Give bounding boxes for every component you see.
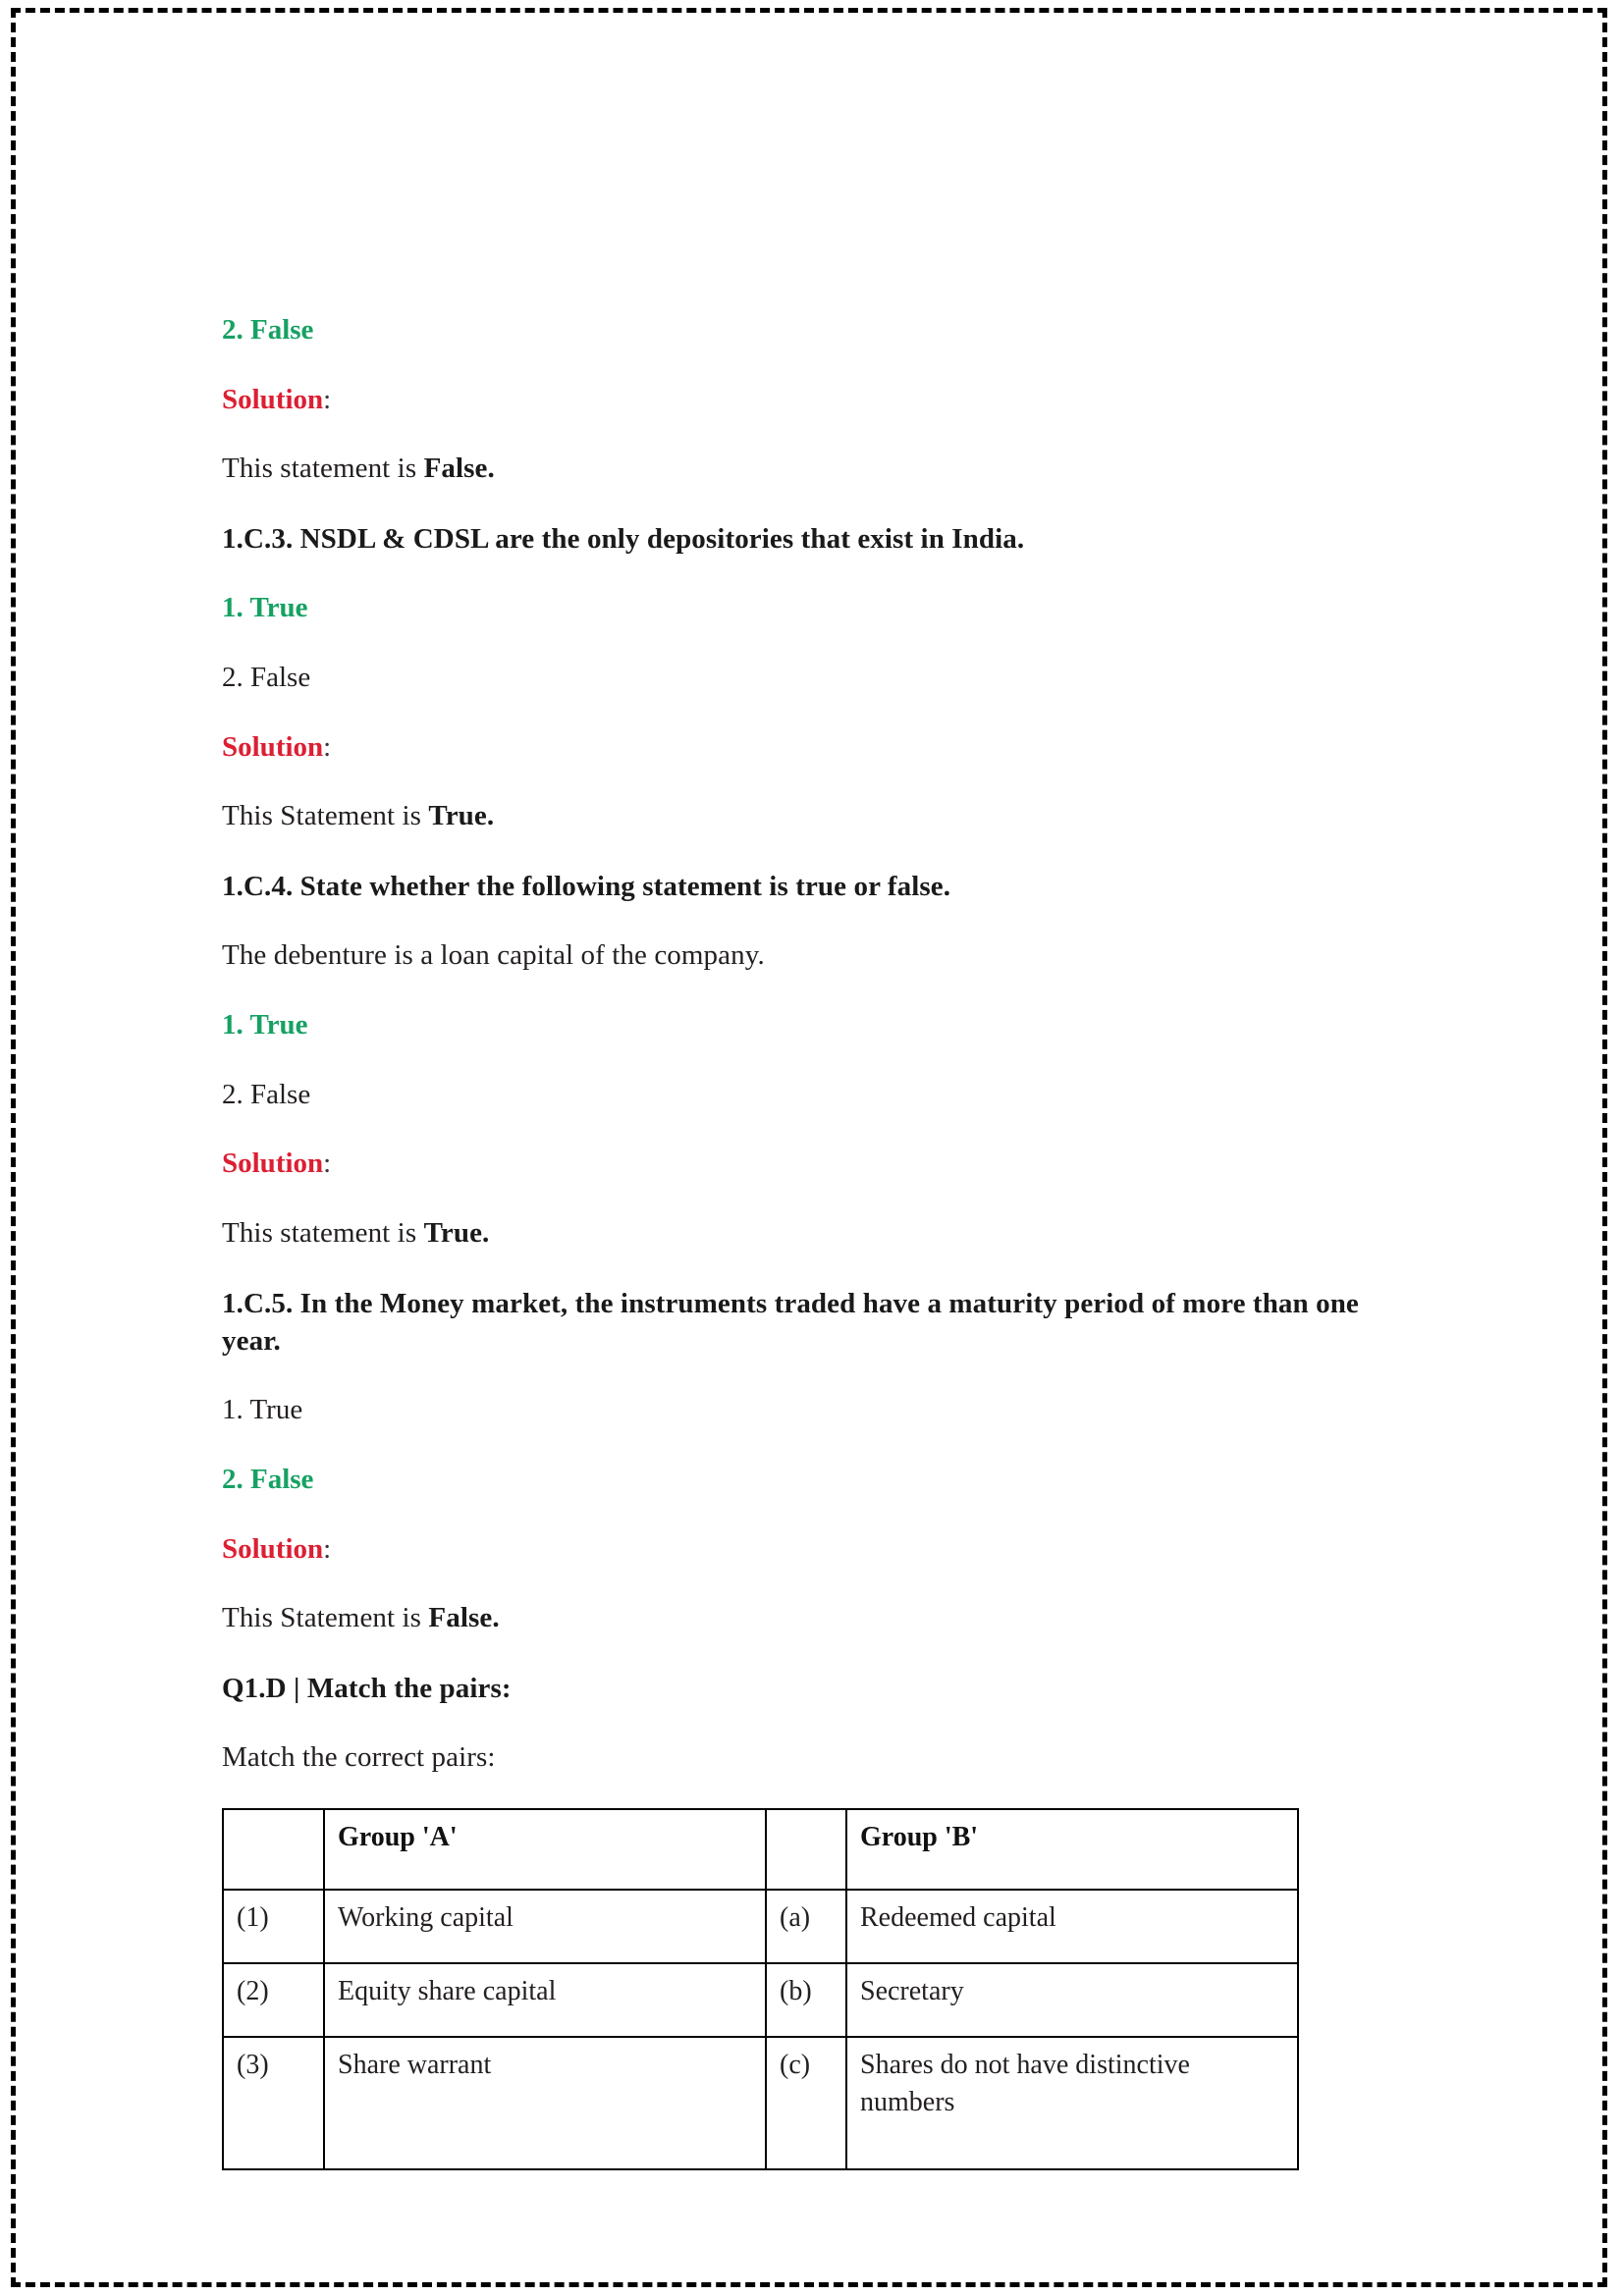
row-key-a: (1) — [223, 1890, 324, 1963]
match-instruction: Match the correct pairs: — [222, 1741, 496, 1774]
table-row — [223, 2037, 1298, 2169]
question-1c5: 1.C.5. In the Money market, the instruments traded have a maturity period of more than one year. — [222, 1287, 1359, 1358]
row-group-b: Secretary — [846, 1963, 1298, 2037]
answer-option-false: 2. False — [222, 1078, 311, 1110]
solution-text-bold: False. — [428, 1602, 500, 1634]
solution-word: Solution — [222, 1148, 324, 1180]
solution-text-prefix: This Statement is — [222, 800, 429, 832]
solution-label — [222, 729, 1380, 767]
solution-text-bold: False. — [423, 453, 495, 485]
solution-word: Solution — [222, 730, 324, 763]
row-group-b: Shares do not have distinctive numbers — [846, 2037, 1298, 2169]
solution-colon: : — [323, 1148, 332, 1180]
solution-text-prefix: This Statement is — [222, 1602, 429, 1634]
solution-colon: : — [323, 383, 332, 415]
solution-label — [222, 1146, 1380, 1183]
row-key-a: (2) — [223, 1963, 324, 2037]
table-row — [223, 1890, 1298, 1963]
table-header-row — [223, 1809, 1298, 1890]
solution-colon: : — [323, 730, 332, 763]
solution-label — [222, 1531, 1380, 1569]
solution-text — [222, 451, 1380, 488]
solution-text-prefix: This statement is — [222, 1217, 424, 1250]
match-the-pairs-table — [222, 1808, 1299, 2170]
answer-option-false: 2. False — [222, 662, 311, 694]
row-key-a: (3) — [223, 2037, 324, 2169]
solution-text — [222, 1600, 1380, 1637]
header-blank-b — [766, 1809, 846, 1890]
row-group-a: Share warrant — [324, 2037, 766, 2169]
solution-text — [222, 798, 1380, 835]
answer-option-true-correct: 1. True — [222, 1009, 308, 1041]
header-blank-a — [223, 1809, 324, 1890]
question-1c4-statement: The debenture is a loan capital of the company. — [222, 939, 765, 972]
solution-text-bold: True. — [423, 1217, 490, 1250]
header-group-a: Group 'A' — [324, 1809, 766, 1890]
solution-label — [222, 382, 1380, 419]
header-group-b: Group 'B' — [846, 1809, 1298, 1890]
answer-option-true: 1. True — [222, 1394, 303, 1426]
row-key-b: (b) — [766, 1963, 846, 2037]
answer-option-false-correct: 2. False — [222, 314, 314, 346]
solution-text-bold: True. — [428, 800, 495, 832]
row-group-a: Working capital — [324, 1890, 766, 1963]
answer-option-true-correct: 1. True — [222, 592, 308, 624]
document-content — [222, 312, 1380, 2170]
solution-word: Solution — [222, 1532, 324, 1565]
question-q1d: Q1.D | Match the pairs: — [222, 1673, 512, 1705]
row-key-b: (a) — [766, 1890, 846, 1963]
answer-option-false-correct: 2. False — [222, 1464, 314, 1495]
question-1c3: 1.C.3. NSDL & CDSL are the only depositories that exist in India. — [222, 523, 1025, 556]
solution-text-prefix: This statement is — [222, 453, 424, 485]
table-row — [223, 1963, 1298, 2037]
solution-text — [222, 1215, 1380, 1253]
solution-colon: : — [323, 1532, 332, 1565]
row-group-a: Equity share capital — [324, 1963, 766, 2037]
row-group-b: Redeemed capital — [846, 1890, 1298, 1963]
solution-word: Solution — [222, 383, 324, 415]
row-key-b: (c) — [766, 2037, 846, 2169]
question-1c4: 1.C.4. State whether the following statement is true or false. — [222, 871, 951, 903]
